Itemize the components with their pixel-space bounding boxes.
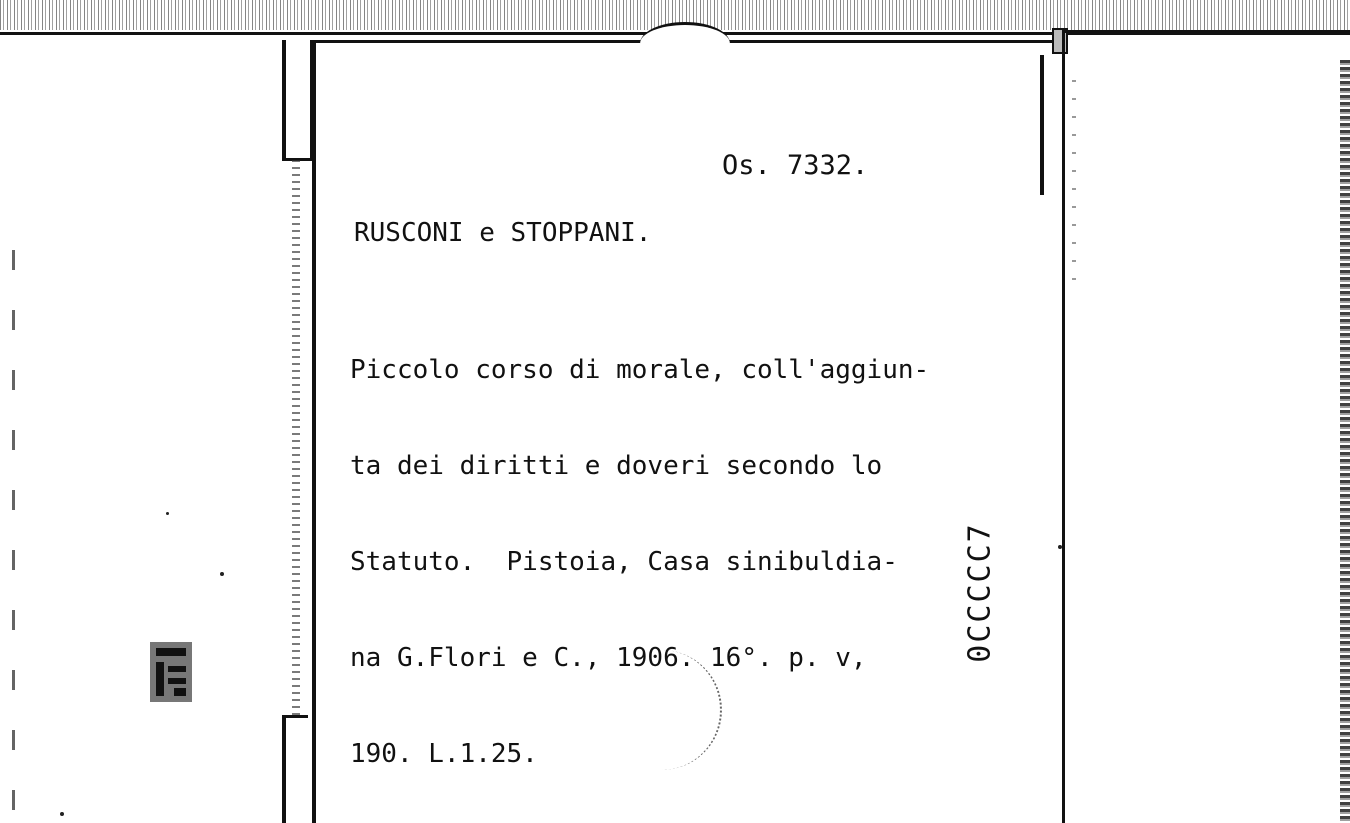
- dotted-strip-left: [292, 160, 300, 715]
- card-right-tab: [1040, 55, 1044, 195]
- left-edge-marks: [12, 250, 15, 810]
- card-body-line: Statuto. Pistoia, Casa sinibuldia-: [350, 547, 898, 577]
- card-body-line: ta dei diritti e doveri secondo lo: [350, 451, 883, 481]
- right-edge-marks: [1340, 60, 1350, 823]
- adjacent-card-right: [1062, 30, 1350, 823]
- stamp-mark-icon: [146, 640, 196, 704]
- speck: [166, 512, 169, 515]
- card-body-line: na G.Flori e C., 1906. 16°. p. v,: [350, 643, 867, 673]
- speck: [60, 812, 64, 816]
- author-heading: RUSCONI e STOPPANI.: [354, 218, 652, 248]
- speck: [1058, 545, 1062, 549]
- card-body: [350, 290, 929, 802]
- vertical-serial-number: 0CCCCC7: [962, 522, 998, 663]
- card-tab-lower-left: [282, 715, 308, 823]
- card-notch: [640, 22, 730, 65]
- right-dotted-marks: [1072, 80, 1076, 280]
- speck: [220, 572, 224, 576]
- card-body-line: Piccolo corso di morale, coll'aggiun-: [350, 355, 930, 385]
- card-tab-upper-left: [282, 40, 313, 161]
- call-number: Os. 7332.: [722, 150, 869, 181]
- card-body-line: 190. L.1.25.: [350, 739, 538, 769]
